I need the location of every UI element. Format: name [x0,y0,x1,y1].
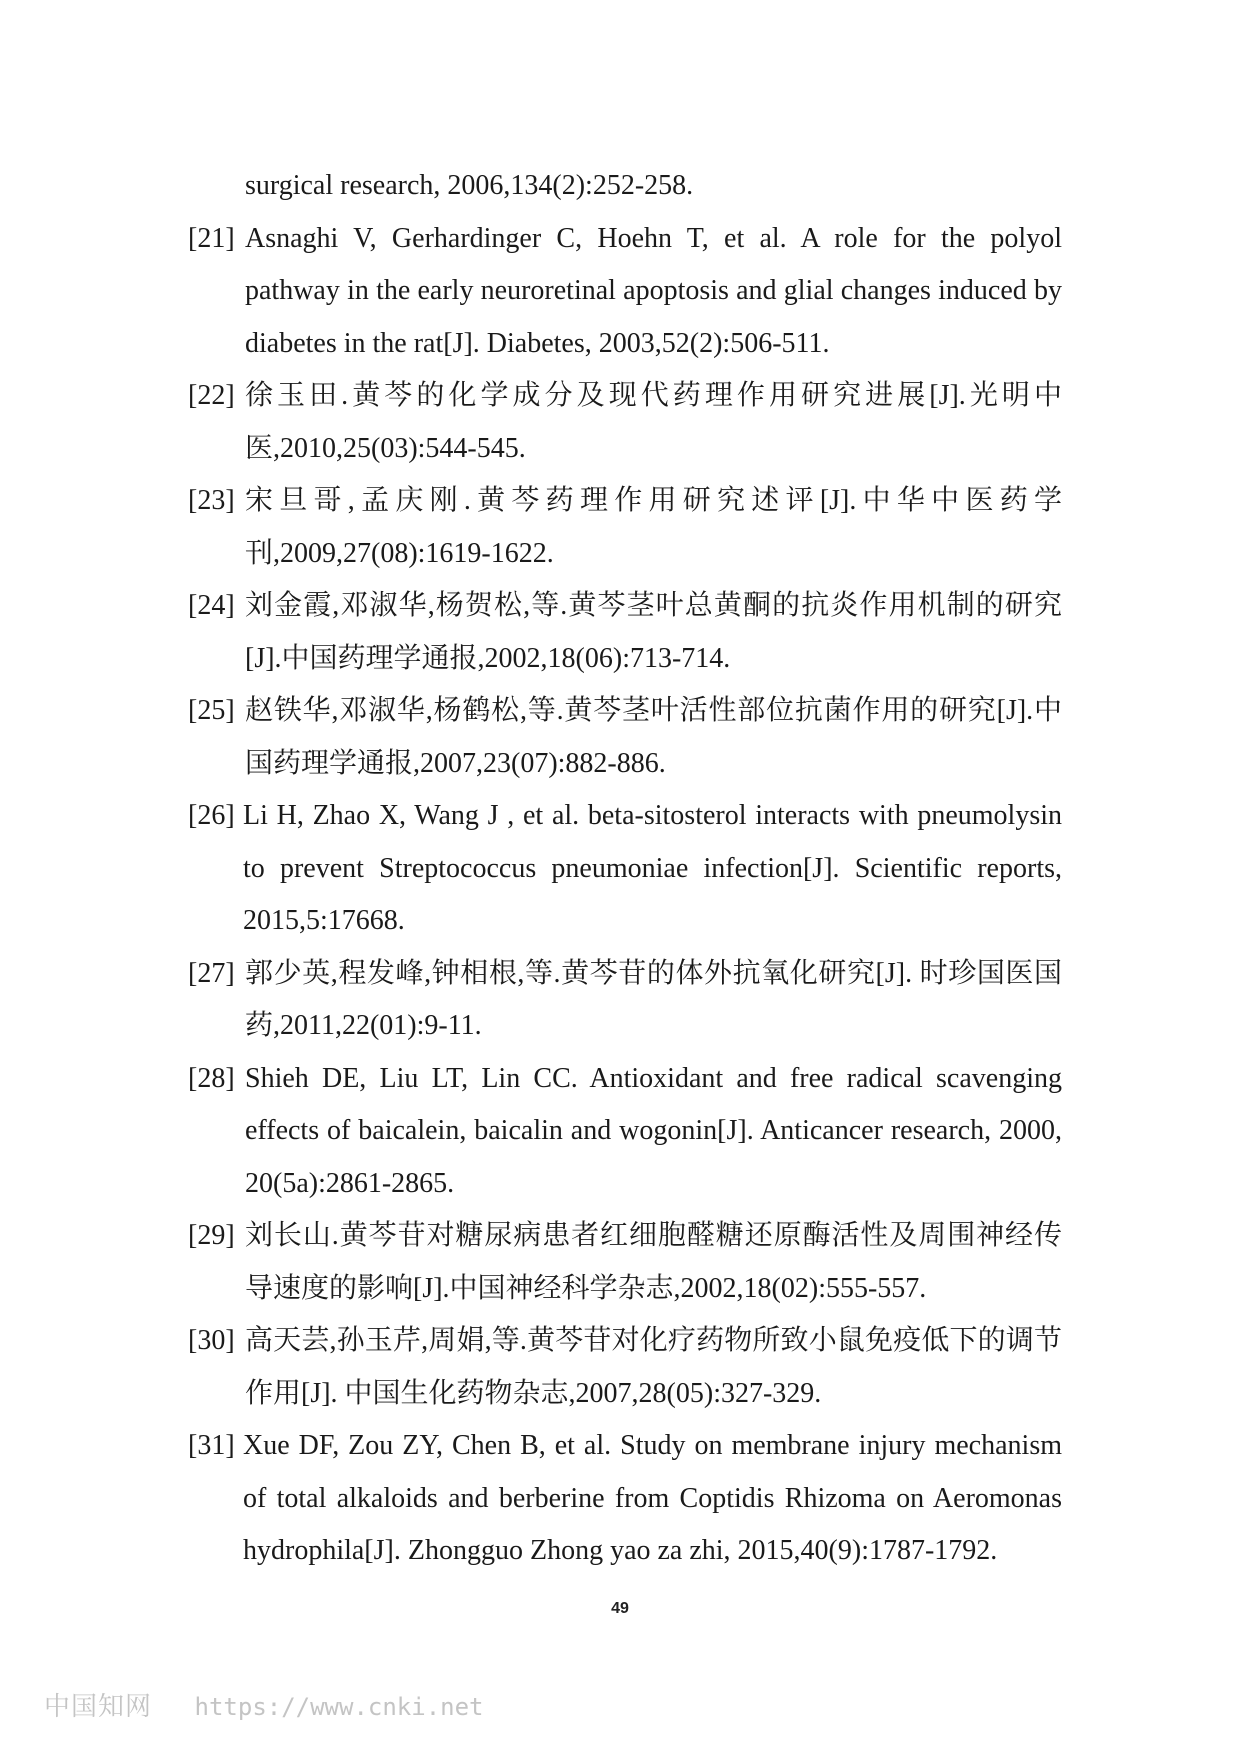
reference-text: 刘金霞,邓淑华,杨贺松,等.黄芩茎叶总黄酮的抗炎作用机制的研究[J].中国药理学通报,2002,18(06):713-714. [245,590,1062,674]
reference-item [188,370,1062,475]
page-number: 49 [611,1600,629,1617]
reference-number: [23] [188,485,235,516]
reference-text: 宋旦哥,孟庆刚.黄芩药理作用研究述评[J].中华中医药学刊,2009,27(08):1619-1622. [245,485,1062,569]
watermark-url: https://www.cnki.net [194,1693,484,1721]
reference-item [188,1420,1062,1578]
reference-text: 徐玉田.黄芩的化学成分及现代药理作用研究进展[J].光明中医,2010,25(03):544-545. [245,380,1062,464]
reference-text: 刘长山.黄芩苷对糖尿病患者红细胞醛糖还原酶活性及周围神经传导速度的影响[J].中国神经科学杂志,2002,18(02):555-557. [245,1220,1062,1304]
reference-number: [22] [188,380,235,411]
reference-text: 郭少英,程发峰,钟相根,等.黄芩苷的体外抗氧化研究[J]. 时珍国医国药,2011,22(01):9-11. [245,957,1062,1041]
reference-item [188,160,1062,213]
reference-number: [25] [188,695,235,726]
reference-item [188,580,1062,685]
reference-number: [29] [188,1220,235,1251]
reference-text: Li H, Zhao X, Wang J , et al. beta-sitosterol interacts with pneumolysin to prevent Streptococcus pneumoniae infection[J]. Scientific reports, 2015,5:17668. [243,800,1062,936]
reference-number: [27] [188,957,235,989]
reference-item [188,1315,1062,1420]
reference-text: Shieh DE, Liu LT, Lin CC. Antioxidant and free radical scavenging effects of baicalein, baicalin and wogonin[J]. Anticancer research, 2000, 20(5a):2861-2865. [245,1062,1062,1199]
reference-item [188,1053,1062,1211]
reference-number: [21] [188,222,235,254]
reference-number: [31] [188,1430,235,1461]
reference-text: 高天芸,孙玉芹,周娟,等.黄芩苷对化疗药物所致小鼠免疫低下的调节作用[J]. 中国生化药物杂志,2007,28(05):327-329. [245,1325,1062,1409]
reference-number: [30] [188,1325,235,1356]
reference-number: [24] [188,590,235,621]
cnki-watermark [44,1686,484,1723]
reference-text: Xue DF, Zou ZY, Chen B, et al. Study on membrane injury mechanism of total alkaloids and berberine from Coptidis Rhizoma on Aeromonas hydrophila[J]. Zhongguo Zhong yao za zhi, 2015,40(9):1787-1792. [243,1430,1062,1566]
reference-item [188,948,1062,1053]
reference-number: [28] [188,1062,235,1094]
reference-text: surgical research, 2006,134(2):252-258. [245,170,694,201]
reference-list [188,160,1062,1578]
reference-number: [26] [188,800,235,831]
reference-item [188,790,1062,948]
reference-item [188,475,1062,580]
reference-item [188,685,1062,790]
watermark-logo-text: 中国知网 [44,1692,153,1722]
reference-item [188,213,1062,371]
reference-item [188,1210,1062,1315]
reference-text: Asnaghi V, Gerhardinger C, Hoehn T, et al. A role for the polyol pathway in the early neuroretinal apoptosis and glial changes induced by diabetes in the rat[J]. Diabetes, 2003,52(2):506-511. [245,222,1062,359]
reference-text: 赵铁华,邓淑华,杨鹤松,等.黄芩茎叶活性部位抗菌作用的研究[J].中国药理学通报,2007,23(07):882-886. [245,695,1062,779]
